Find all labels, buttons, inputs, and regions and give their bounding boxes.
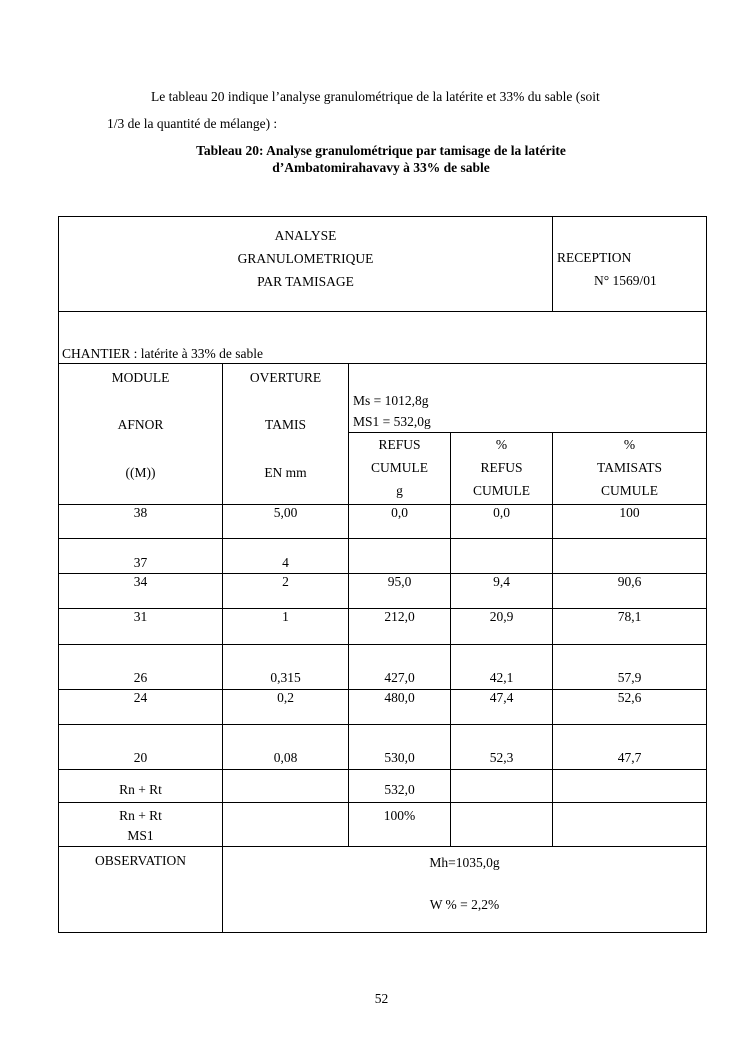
table-row <box>59 645 707 690</box>
refus-header-line-2: CUMULE <box>371 460 428 475</box>
module-header-line-1: MODULE <box>111 370 170 385</box>
reception-number: N° 1569/01 <box>594 273 657 288</box>
pct-refus-cell <box>451 539 553 574</box>
rn-rt-ms1-value: 100% <box>349 803 451 847</box>
module-cell: 34 <box>59 574 223 609</box>
ouverture-header-line-1: OVERTURE <box>249 370 322 385</box>
pct-refus-cell: 9,4 <box>451 574 553 609</box>
module-cell: 24 <box>59 690 223 725</box>
rn-rt-value: 532,0 <box>349 770 451 803</box>
refus-cell: 212,0 <box>349 609 451 645</box>
rn-rt-tamis-cell <box>223 770 349 803</box>
pct-tamisats-cell: 47,7 <box>553 725 707 770</box>
ouverture-header-line-2: TAMIS <box>265 417 306 432</box>
refus-cell: 530,0 <box>349 725 451 770</box>
pct-tamisats-header-cell <box>553 433 707 505</box>
pct-refus-cell: 52,3 <box>451 725 553 770</box>
pct-tamisats-header-line-2: TAMISATS <box>597 460 662 475</box>
rn-rt-ms1-row <box>59 803 707 847</box>
pct-tamisats-header-line-3: CUMULE <box>601 483 658 498</box>
tamis-cell: 2 <box>223 574 349 609</box>
rn-rt-ms1-pct-tamisats-cell <box>553 803 707 847</box>
analyse-title-line-1: ANALYSE <box>274 228 337 243</box>
pct-tamisats-cell: 100 <box>553 505 707 539</box>
pct-refus-header-line-1: % <box>495 437 508 452</box>
pct-refus-cell: 42,1 <box>451 645 553 690</box>
tamis-cell: 0,08 <box>223 725 349 770</box>
observation-row <box>59 847 707 933</box>
rn-rt-ms1-label-line-2: MS1 <box>127 828 154 843</box>
ms-value: Ms = 1012,8g <box>353 393 429 408</box>
page-number: 52 <box>374 991 389 1006</box>
pct-refus-header-line-3: CUMULE <box>473 483 530 498</box>
intro-line-1: Le tableau 20 indique l’analyse granulométrique de la latérite et 33% du sable (soit <box>151 89 600 104</box>
mass-cell <box>349 364 707 433</box>
module-header-cell <box>59 364 223 505</box>
table-caption <box>130 142 632 176</box>
granulometry-table <box>58 216 707 933</box>
table-row <box>59 539 707 574</box>
table-row <box>59 505 707 539</box>
observation-label: OBSERVATION <box>59 847 223 933</box>
ouverture-header-cell <box>223 364 349 505</box>
pct-tamisats-cell: 52,6 <box>553 690 707 725</box>
pct-refus-cell: 47,4 <box>451 690 553 725</box>
refus-cell: 95,0 <box>349 574 451 609</box>
analyse-title-line-3: PAR TAMISAGE <box>257 274 354 289</box>
refus-cell: 427,0 <box>349 645 451 690</box>
pct-tamisats-header-line-1: % <box>623 437 636 452</box>
tamis-cell: 4 <box>223 539 349 574</box>
table-header-row <box>59 217 707 312</box>
caption-line-2: d’Ambatomirahavavy à 33% de sable <box>272 160 490 175</box>
pct-refus-header-cell <box>451 433 553 505</box>
tamis-cell: 1 <box>223 609 349 645</box>
caption-line-1: Tableau 20: Analyse granulométrique par tamisage de la latérite <box>196 143 566 158</box>
ouverture-header-line-3: EN mm <box>264 465 307 480</box>
rn-rt-pct-refus-cell <box>451 770 553 803</box>
pct-tamisats-cell <box>553 539 707 574</box>
column-header-row-1 <box>59 364 707 433</box>
chantier-row <box>59 312 707 364</box>
observation-mh: Mh=1035,0g <box>429 855 500 870</box>
observation-values-cell <box>223 847 707 933</box>
tamis-cell: 0,315 <box>223 645 349 690</box>
refus-cell <box>349 539 451 574</box>
chantier-label: CHANTIER : latérite à 33% de sable <box>62 346 263 361</box>
intro-line-2: 1/3 de la quantité de mélange) : <box>107 116 278 131</box>
analyse-header-cell <box>59 217 553 312</box>
refus-cell: 480,0 <box>349 690 451 725</box>
module-cell: 38 <box>59 505 223 539</box>
refus-header-line-3: g <box>396 483 403 498</box>
pct-tamisats-cell: 90,6 <box>553 574 707 609</box>
table-row <box>59 609 707 645</box>
analyse-title-line-2: GRANULOMETRIQUE <box>237 251 374 266</box>
reception-cell <box>553 217 707 312</box>
table-row <box>59 725 707 770</box>
refus-cell: 0,0 <box>349 505 451 539</box>
pct-refus-cell: 20,9 <box>451 609 553 645</box>
table-row <box>59 574 707 609</box>
rn-rt-label: Rn + Rt <box>59 770 223 803</box>
rn-rt-ms1-tamis-cell <box>223 803 349 847</box>
module-cell: 20 <box>59 725 223 770</box>
rn-rt-pct-tamisats-cell <box>553 770 707 803</box>
module-header-line-2: AFNOR <box>117 417 164 432</box>
pct-refus-header-line-2: REFUS <box>480 460 523 475</box>
reception-label: RECEPTION <box>557 250 632 265</box>
ms1-value: MS1 = 532,0g <box>353 414 431 429</box>
rn-rt-ms1-label-cell <box>59 803 223 847</box>
pct-refus-cell: 0,0 <box>451 505 553 539</box>
refus-header-line-1: REFUS <box>378 437 421 452</box>
module-cell: 31 <box>59 609 223 645</box>
module-cell: 26 <box>59 645 223 690</box>
chantier-cell <box>59 312 707 364</box>
rn-rt-ms1-label-line-1: Rn + Rt <box>119 808 162 823</box>
refus-header-cell <box>349 433 451 505</box>
rn-rt-ms1-pct-refus-cell <box>451 803 553 847</box>
observation-w: W % = 2,2% <box>429 897 500 912</box>
pct-tamisats-cell: 78,1 <box>553 609 707 645</box>
tamis-cell: 5,00 <box>223 505 349 539</box>
module-header-line-3: ((M)) <box>125 465 156 480</box>
tamis-cell: 0,2 <box>223 690 349 725</box>
table-row <box>59 690 707 725</box>
rn-rt-row <box>59 770 707 803</box>
pct-tamisats-cell: 57,9 <box>553 645 707 690</box>
module-cell: 37 <box>59 539 223 574</box>
